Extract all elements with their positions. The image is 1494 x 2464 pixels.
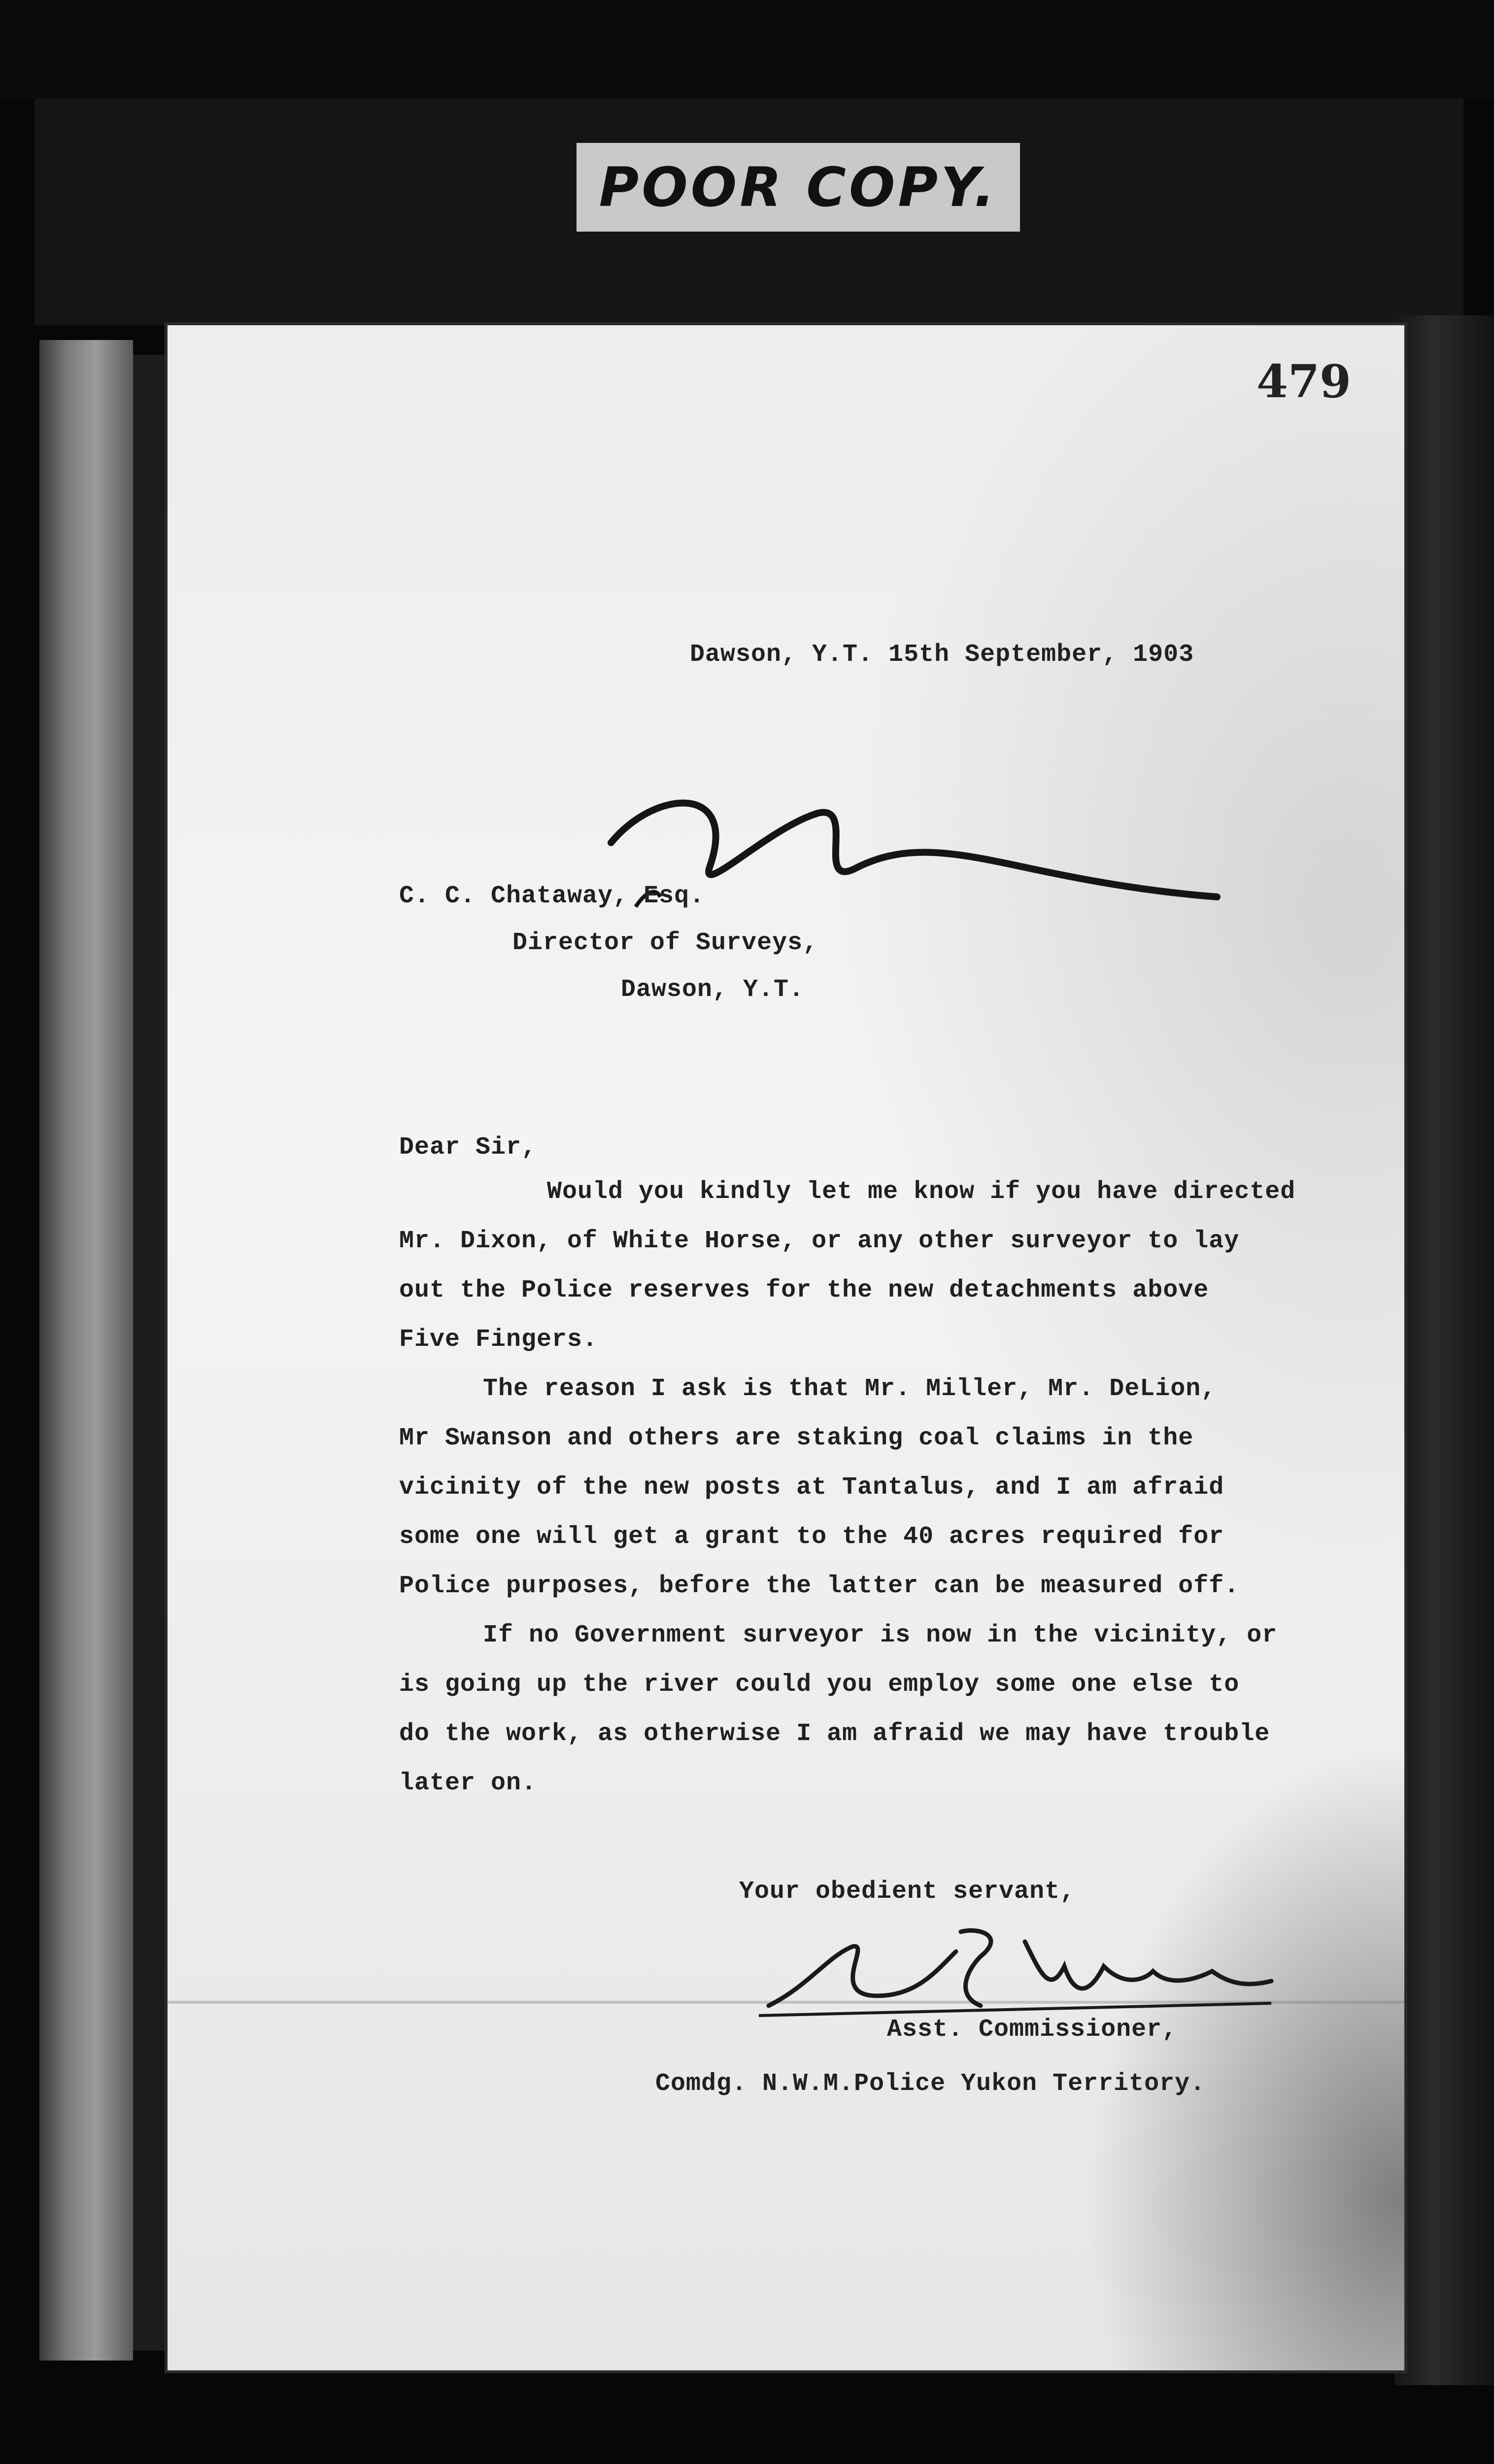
letter-page xyxy=(168,325,1404,2370)
body-line: The reason I ask is that Mr. Miller, Mr. DeLion, xyxy=(483,1375,1217,1403)
body-line: Mr Swanson and others are staking coal claims in the xyxy=(399,1424,1194,1452)
addressee-place: Dawson, Y.T. xyxy=(621,976,805,1004)
body-line: Police purposes, before the latter can be measured off. xyxy=(399,1572,1240,1600)
page-number: 479 xyxy=(1256,355,1352,408)
signer-title: Asst. Commissioner, xyxy=(887,2016,1178,2044)
body-line: Mr. Dixon, of White Horse, or any other surveyor to lay xyxy=(399,1227,1240,1255)
body-line: some one will get a grant to the 40 acres required for xyxy=(399,1523,1224,1551)
book-spine xyxy=(1394,315,1494,2385)
addressee-title: Director of Surveys, xyxy=(512,929,818,957)
body-line: Would you kindly let me know if you have directed xyxy=(547,1178,1296,1206)
body-line: vicinity of the new posts at Tantalus, and I am afraid xyxy=(399,1473,1224,1502)
left-page-gutter xyxy=(133,355,168,2351)
body-line: Five Fingers. xyxy=(399,1326,598,1354)
body-line: later on. xyxy=(399,1769,537,1797)
poor-copy-note: POOR COPY. xyxy=(577,143,1020,232)
closing: Your obedient servant, xyxy=(739,1878,1076,1906)
left-page-edge xyxy=(39,340,133,2361)
signer-command: Comdg. N.W.M.Police Yukon Territory. xyxy=(655,2070,1206,2098)
salutation: Dear Sir, xyxy=(399,1133,537,1162)
film-top-margin xyxy=(0,0,1494,99)
body-line: out the Police reserves for the new detachments above xyxy=(399,1276,1209,1304)
body-line: is going up the river could you employ some one else to xyxy=(399,1671,1240,1699)
initials-scrawl xyxy=(581,769,1232,946)
body-line: do the work, as otherwise I am afraid we may have trouble xyxy=(399,1720,1270,1748)
addressee-name: C. C. Chataway, Esq. xyxy=(399,882,705,910)
body-line: If no Government surveyor is now in the vicinity, or xyxy=(483,1621,1278,1649)
date-line: Dawson, Y.T. 15th September, 1903 xyxy=(690,641,1194,669)
handwritten-signature xyxy=(749,1912,1281,2030)
